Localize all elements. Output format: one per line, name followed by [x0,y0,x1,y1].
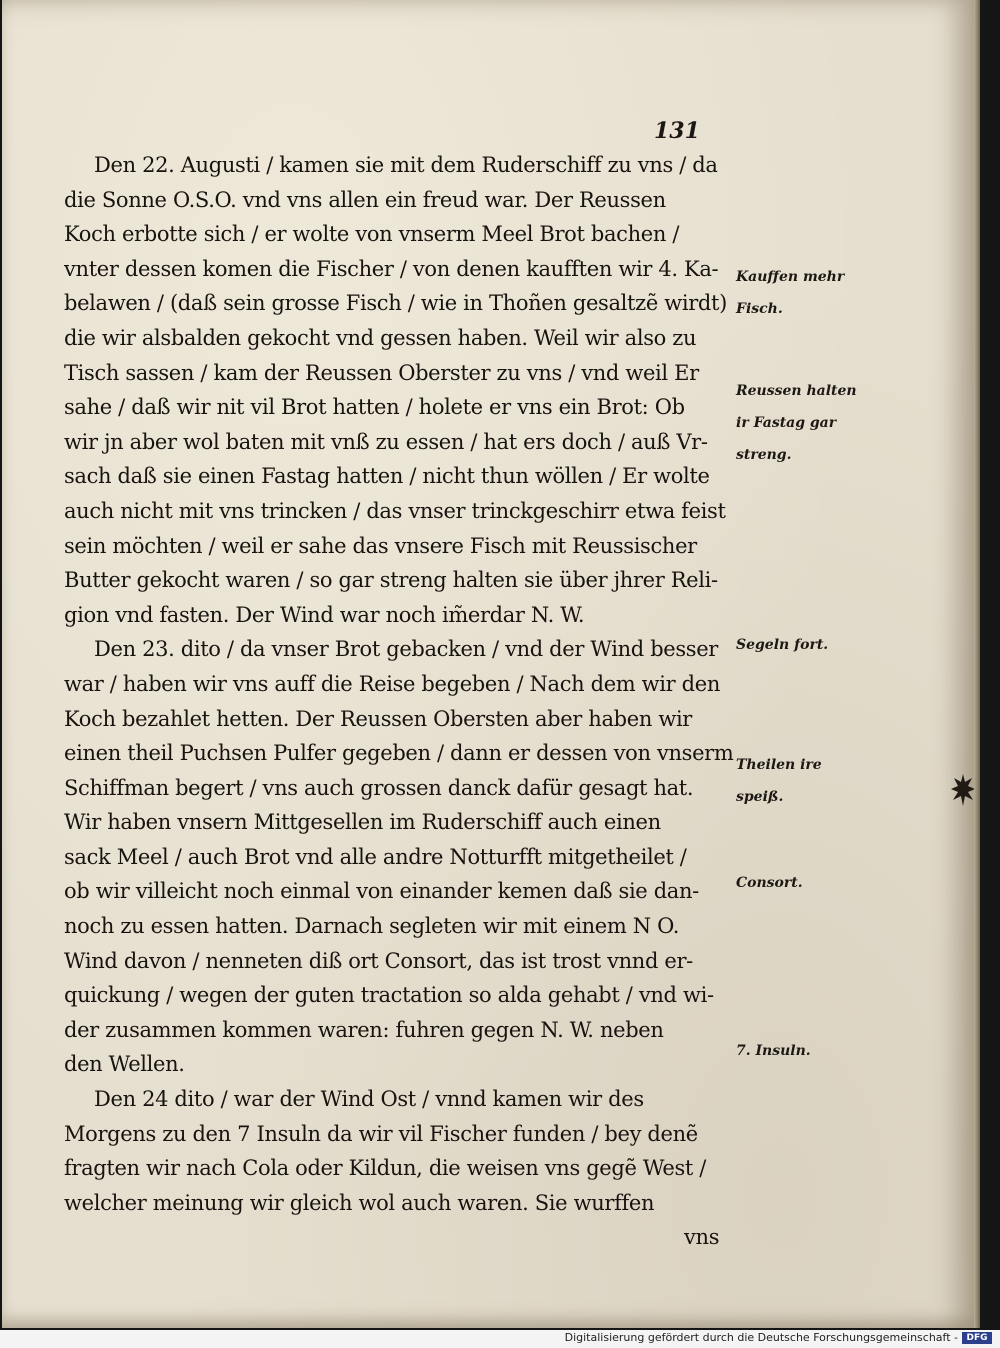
text-line: sach daß sie einen Fastag hatten / nicht thun wöllen / Er wolte [64,464,710,489]
text-line: war / haben wir vns auff die Reise begeben / Nach dem wir den [64,671,721,696]
text-line: vnter dessen komen die Fischer / von denen kaufften wir 4. Ka- [64,256,719,281]
text-line: fragten wir nach Cola oder Kildun, die weisen vns gegẽ West / [64,1156,707,1181]
dfg-logo: DFG [962,1332,992,1344]
body-text [64,148,736,1255]
text-line: welcher meinung wir gleich wol auch waren. Sie wurffen [64,1190,655,1215]
text-line: die wir alsbalden gekocht vnd gessen haben. Weil wir also zu [64,325,697,350]
text-line: Wind davon / nenneten diß ort Consort, das ist trost vnnd er- [64,948,693,973]
text-line: einen theil Puchsen Pulfer gegeben / dann er dessen von vnserm [64,741,734,766]
margin-note: Fisch. [736,301,783,317]
text-line: Den 23. dito / da vnser Brot gebacken / vnd der Wind besser [94,637,718,662]
text-line: auch nicht mit vns trincken / das vnser trinckgeschirr etwa feist [64,498,726,523]
text-line: Den 24 dito / war der Wind Ost / vnnd kamen wir des [94,1087,644,1112]
margin-note: Reussen halten [736,383,857,399]
margin-note: ir Fastag gar [736,415,837,431]
text-line: Tisch sassen / kam der Reussen Oberster zu vns / vnd weil Er [64,360,699,385]
text-line: belawen / (daß sein grosse Fisch / wie in Thoñen gesaltzẽ wirdt) [64,291,727,316]
text-line: Koch erbotte sich / er wolte von vnserm Meel Brot bachen / [64,222,680,247]
text-line: Butter gekocht waren / so gar streng halten sie über jhrer Reli- [64,568,718,593]
page-number: 131 [654,118,700,144]
catchword: vns [684,1225,720,1250]
text-line: sack Meel / auch Brot vnd alle andre Notturfft mitgetheilet / [64,844,687,869]
text-line: Morgens zu den 7 Insuln da wir vil Fischer funden / bey denẽ [64,1121,698,1146]
book-page [2,0,974,1328]
margin-note: streng. [736,447,792,463]
text-line: Den 22. Augusti / kamen sie mit dem Ruderschiff zu vns / da [94,153,718,177]
text-line: Wir haben vnsern Mittgesellen im Ruderschiff auch einen [64,810,661,835]
text-line: gion vnd fasten. Der Wind war noch im̃erdar N. W. [64,602,585,627]
text-line: quickung / wegen der guten tractation so alda gehabt / vnd wi- [64,983,714,1008]
page-edge [974,0,980,1328]
text-line: den Wellen. [64,1052,185,1077]
margin-note: speiß. [736,789,784,805]
margin-note: 7. Insuln. [736,1043,811,1059]
margin-note: Consort. [736,875,803,891]
text-line: sein möchten / weil er sahe das vnsere Fisch mit Reussischer [64,533,697,558]
text-line: ob wir villeicht noch einmal von einander kemen daß sie dan- [64,879,699,904]
text-line: die Sonne O.S.O. vnd vns allen ein freud war. Der Reussen [64,187,666,212]
margin-note: Segeln fort. [736,637,829,653]
margin-note: Theilen ire [736,757,822,773]
text-line: Schiffman begert / vns auch grossen danck dafür gesagt hat. [64,775,694,800]
ink-blot-icon [950,772,976,808]
margin-note: Kauffen mehr [736,269,845,285]
text-line: Koch bezahlet hetten. Der Reussen Obersten aber haben wir [64,706,692,731]
text-line: der zusammen kommen waren: fuhren gegen N. W. neben [64,1017,664,1042]
footer-credit: Digitalisierung gefördert durch die Deutsche Forschungsgemeinschaft - [564,1331,958,1344]
text-line: wir jn aber wol baten mit vnß zu essen / hat ers doch / auß Vr- [64,429,708,454]
text-line: noch zu essen hatten. Darnach segleten wir mit einem N O. [64,914,680,939]
text-line: sahe / daß wir nit vil Brot hatten / holete er vns ein Brot: Ob [64,395,685,420]
